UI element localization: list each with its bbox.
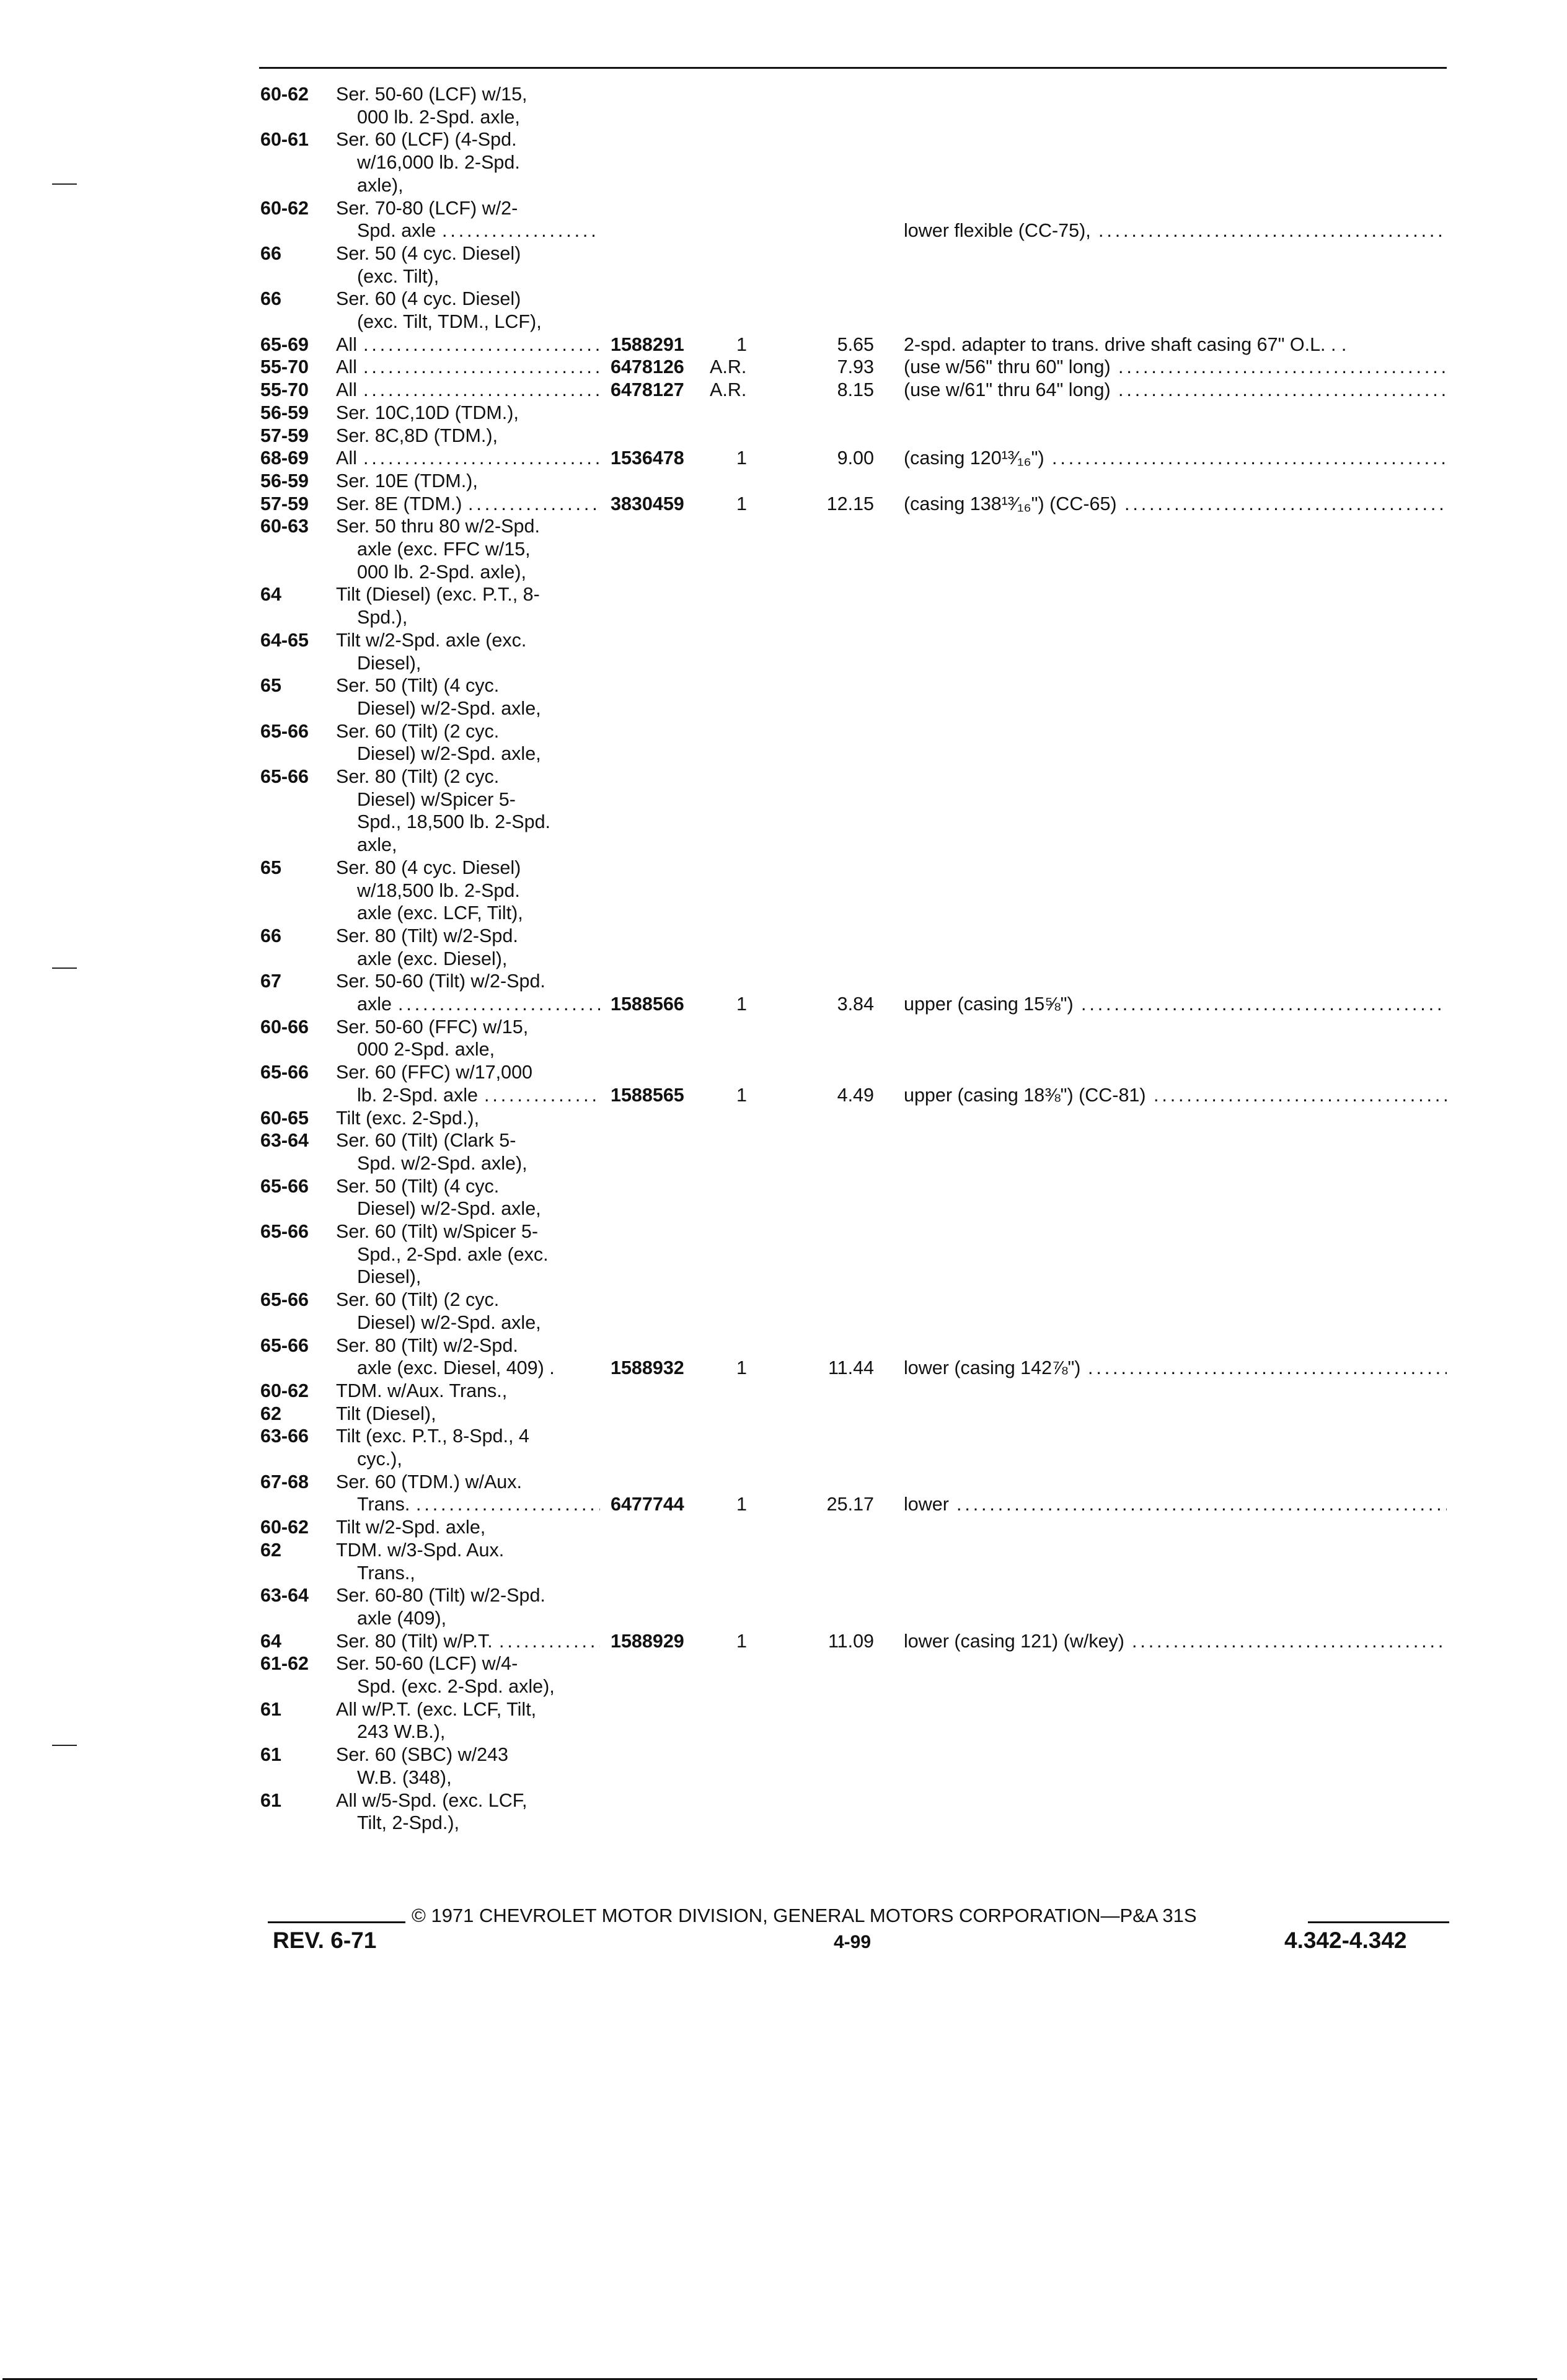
parts-row bbox=[0, 1289, 1567, 1311]
parts-row bbox=[0, 1380, 1567, 1402]
part-note: lower (casing 142⅞") bbox=[904, 1357, 1081, 1379]
application-description: axle), bbox=[357, 174, 404, 196]
application-description: cyc.), bbox=[357, 1448, 402, 1470]
application-description: Ser. 80 (Tilt) w/2-Spd. bbox=[336, 1334, 518, 1356]
dot-leader bbox=[1118, 356, 1447, 378]
application-description: Ser. 50 thru 80 w/2-Spd. bbox=[336, 516, 540, 537]
part-note: lower flexible (CC-75), bbox=[904, 220, 1091, 242]
dot-leader bbox=[363, 447, 600, 469]
model-years: 67-68 bbox=[260, 1471, 309, 1492]
dot-leader bbox=[363, 379, 600, 401]
parts-row bbox=[0, 265, 1567, 288]
model-years: 65-66 bbox=[260, 1062, 309, 1083]
dot-leader bbox=[1081, 993, 1447, 1015]
quantity: 1 bbox=[736, 333, 747, 355]
footer-rule-left bbox=[268, 1921, 405, 1923]
copyright-line: © 1971 CHEVROLET MOTOR DIVISION, GENERAL MOTORS CORPORATION—P&A 31S bbox=[412, 1905, 1197, 1926]
parts-row bbox=[0, 288, 1567, 310]
application-description: axle (exc. LCF, Tilt), bbox=[357, 902, 523, 924]
model-years: 65-66 bbox=[260, 1221, 309, 1242]
application-description: w/18,500 lb. 2-Spd. bbox=[357, 879, 520, 901]
application-description: w/16,000 lb. 2-Spd. bbox=[357, 152, 520, 174]
application-description: All bbox=[336, 379, 357, 401]
parts-row bbox=[0, 1016, 1567, 1038]
application-description: Ser. 60 (Tilt) (Clark 5- bbox=[336, 1130, 516, 1152]
parts-row bbox=[0, 1220, 1567, 1243]
model-years: 60-62 bbox=[260, 84, 309, 105]
parts-row bbox=[0, 174, 1567, 196]
dot-leader bbox=[484, 1084, 600, 1106]
parts-row bbox=[0, 1403, 1567, 1425]
application-description: Ser. 50-60 (FFC) w/15, bbox=[336, 1016, 529, 1038]
dot-leader bbox=[1154, 1084, 1447, 1106]
model-years: 60-66 bbox=[260, 1016, 309, 1038]
parts-row bbox=[0, 242, 1567, 265]
parts-row bbox=[0, 1812, 1567, 1834]
parts-row bbox=[0, 402, 1567, 424]
application-description: All w/5-Spd. (exc. LCF, bbox=[336, 1789, 527, 1811]
list-price: 25.17 bbox=[826, 1494, 874, 1515]
parts-row bbox=[0, 1789, 1567, 1812]
application-description: All bbox=[336, 333, 357, 355]
parts-row bbox=[0, 1562, 1567, 1584]
part-number: 1588929 bbox=[611, 1630, 684, 1652]
footer-rule-right bbox=[1308, 1921, 1449, 1923]
application-description: Ser. 60 (SBC) w/243 bbox=[336, 1744, 509, 1766]
parts-row bbox=[0, 583, 1567, 606]
application-description: Ser. 80 (Tilt) (2 cyc. bbox=[336, 766, 500, 787]
parts-row bbox=[0, 993, 1567, 1015]
application-description: Trans. bbox=[357, 1494, 410, 1515]
model-years: 60-65 bbox=[260, 1107, 309, 1129]
dot-leader bbox=[1088, 1357, 1447, 1379]
parts-row bbox=[0, 1311, 1567, 1334]
application-description: Spd., 18,500 lb. 2-Spd. bbox=[357, 811, 550, 833]
part-number: 6478127 bbox=[611, 379, 684, 401]
parts-row bbox=[0, 834, 1567, 856]
parts-row bbox=[0, 151, 1567, 174]
parts-row bbox=[0, 1175, 1567, 1197]
dot-leader bbox=[1052, 447, 1447, 469]
parts-row bbox=[0, 1197, 1567, 1220]
parts-row bbox=[0, 311, 1567, 333]
part-number: 1588291 bbox=[611, 333, 684, 355]
model-years: 64 bbox=[260, 584, 281, 606]
application-description: Ser. 10C,10D (TDM.), bbox=[336, 402, 519, 423]
part-number: 1588565 bbox=[611, 1084, 684, 1106]
application-description: Tilt w/2-Spd. axle (exc. bbox=[336, 629, 527, 651]
model-years: 60-63 bbox=[260, 516, 309, 537]
part-note: 2-spd. adapter to trans. drive shaft casing 67" O.L. . . bbox=[904, 333, 1347, 355]
model-years: 66 bbox=[260, 925, 281, 946]
application-description: Diesel) w/2-Spd. axle, bbox=[357, 1198, 541, 1220]
dot-leader bbox=[363, 356, 600, 378]
application-description: Spd. axle bbox=[357, 220, 436, 242]
parts-row bbox=[0, 1107, 1567, 1129]
parts-row bbox=[0, 1334, 1567, 1357]
parts-row bbox=[0, 1721, 1567, 1743]
application-description: axle (exc. Diesel, 409) . bbox=[357, 1357, 555, 1379]
application-description: 000 lb. 2-Spd. axle, bbox=[357, 106, 520, 128]
parts-row bbox=[0, 1152, 1567, 1175]
application-description: Ser. 50 (Tilt) (4 cyc. bbox=[336, 1175, 500, 1197]
parts-row bbox=[0, 674, 1567, 697]
model-years: 68-69 bbox=[260, 447, 309, 469]
model-years: 66 bbox=[260, 242, 281, 264]
parts-row bbox=[0, 493, 1567, 515]
list-price: 8.15 bbox=[837, 379, 874, 401]
model-years: 65-66 bbox=[260, 720, 309, 742]
parts-row bbox=[0, 948, 1567, 970]
quantity: 1 bbox=[736, 1357, 747, 1379]
dot-leader bbox=[1132, 1630, 1447, 1652]
top-rule bbox=[259, 67, 1447, 69]
part-number: 6477744 bbox=[611, 1494, 684, 1515]
parts-row bbox=[0, 1425, 1567, 1447]
parts-row bbox=[0, 1471, 1567, 1493]
quantity: 1 bbox=[736, 1084, 747, 1106]
parts-row bbox=[0, 765, 1567, 788]
model-years: 65-66 bbox=[260, 1175, 309, 1197]
part-note: upper (casing 18⅜") (CC-81) bbox=[904, 1084, 1146, 1106]
application-description: Tilt w/2-Spd. axle, bbox=[336, 1517, 486, 1538]
model-years: 56-59 bbox=[260, 402, 309, 423]
parts-row bbox=[0, 1675, 1567, 1698]
model-years: 61 bbox=[260, 1698, 281, 1720]
parts-row bbox=[0, 857, 1567, 879]
model-years: 63-64 bbox=[260, 1130, 309, 1152]
application-description: Ser. 50 (Tilt) (4 cyc. bbox=[336, 675, 500, 697]
list-price: 11.09 bbox=[828, 1630, 874, 1652]
model-years: 65-66 bbox=[260, 1289, 309, 1311]
application-description: Ser. 8C,8D (TDM.), bbox=[336, 425, 498, 446]
model-years: 66 bbox=[260, 288, 281, 310]
dot-leader bbox=[499, 1630, 600, 1652]
parts-row bbox=[0, 925, 1567, 947]
quantity: 1 bbox=[736, 1494, 747, 1515]
parts-row bbox=[0, 1266, 1567, 1288]
model-years: 64 bbox=[260, 1630, 281, 1652]
parts-row bbox=[0, 128, 1567, 151]
part-note: lower bbox=[904, 1494, 949, 1515]
application-description: axle (exc. FFC w/15, bbox=[357, 539, 531, 560]
dot-leader bbox=[956, 1493, 1447, 1515]
parts-row bbox=[0, 425, 1567, 447]
parts-row bbox=[0, 1607, 1567, 1629]
application-description: W.B. (348), bbox=[357, 1766, 452, 1788]
parts-row bbox=[0, 515, 1567, 537]
application-description: 243 W.B.), bbox=[357, 1721, 446, 1743]
application-description: Ser. 60-80 (Tilt) w/2-Spd. bbox=[336, 1585, 545, 1606]
model-years: 62 bbox=[260, 1403, 281, 1424]
model-years: 65 bbox=[260, 675, 281, 697]
quantity-as-required: A.R. bbox=[710, 379, 747, 401]
application-description: Diesel) w/2-Spd. axle, bbox=[357, 1311, 541, 1333]
model-years: 61 bbox=[260, 1744, 281, 1766]
list-price: 12.15 bbox=[826, 493, 874, 514]
model-years: 56-59 bbox=[260, 470, 309, 491]
parts-row bbox=[0, 470, 1567, 492]
parts-row bbox=[0, 356, 1567, 378]
part-number: 1588566 bbox=[611, 994, 684, 1015]
parts-row bbox=[0, 652, 1567, 674]
section-number: 4.342-4.342 bbox=[1284, 1928, 1407, 1953]
parts-row bbox=[0, 970, 1567, 992]
application-description: TDM. w/Aux. Trans., bbox=[336, 1380, 508, 1401]
model-years: 65-69 bbox=[260, 333, 309, 355]
application-description: Ser. 60 (Tilt) w/Spicer 5- bbox=[336, 1221, 538, 1242]
model-years: 63-66 bbox=[260, 1426, 309, 1447]
application-description: Ser. 60 (Tilt) (2 cyc. bbox=[336, 1289, 500, 1311]
parts-row bbox=[0, 879, 1567, 902]
part-number: 1588932 bbox=[611, 1357, 684, 1379]
quantity: 1 bbox=[736, 1630, 747, 1652]
list-price: 4.49 bbox=[837, 1084, 874, 1106]
application-description: axle (409), bbox=[357, 1607, 447, 1629]
model-years: 60-62 bbox=[260, 197, 309, 219]
parts-row bbox=[0, 788, 1567, 811]
application-description: Spd.), bbox=[357, 607, 408, 628]
application-description: Ser. 8E (TDM.) bbox=[336, 493, 462, 514]
parts-row bbox=[0, 720, 1567, 743]
dot-leader bbox=[1118, 379, 1447, 401]
application-description: All w/P.T. (exc. LCF, Tilt, bbox=[336, 1698, 537, 1720]
parts-row bbox=[0, 1129, 1567, 1152]
parts-row bbox=[0, 447, 1567, 469]
model-years: 61 bbox=[260, 1789, 281, 1811]
application-description: Ser. 50 (4 cyc. Diesel) bbox=[336, 242, 521, 264]
application-description: Ser. 60 (4 cyc. Diesel) bbox=[336, 288, 521, 310]
part-note: (casing 138¹³⁄₁₆") (CC-65) bbox=[904, 493, 1117, 514]
application-description: Ser. 60 (FFC) w/17,000 bbox=[336, 1062, 532, 1083]
application-description: Tilt (exc. 2-Spd.), bbox=[336, 1107, 480, 1129]
parts-row bbox=[0, 333, 1567, 356]
parts-row bbox=[0, 1493, 1567, 1515]
list-price: 9.00 bbox=[837, 447, 874, 469]
application-description: Ser. 70-80 (LCF) w/2- bbox=[336, 197, 518, 219]
parts-row bbox=[0, 1448, 1567, 1470]
dot-leader bbox=[1124, 493, 1447, 515]
model-years: 64-65 bbox=[260, 629, 309, 651]
application-description: All bbox=[336, 356, 357, 378]
parts-row bbox=[0, 902, 1567, 924]
dot-leader bbox=[363, 333, 600, 356]
quantity: 1 bbox=[736, 994, 747, 1015]
parts-row bbox=[0, 538, 1567, 560]
application-description: Trans., bbox=[357, 1562, 415, 1584]
application-description: Diesel) w/2-Spd. axle, bbox=[357, 697, 541, 719]
dot-leader bbox=[398, 993, 600, 1015]
parts-row bbox=[0, 197, 1567, 219]
parts-row bbox=[0, 1743, 1567, 1766]
parts-row bbox=[0, 1539, 1567, 1561]
application-description: (exc. Tilt, TDM., LCF), bbox=[357, 311, 542, 332]
dot-leader bbox=[468, 493, 600, 515]
parts-row bbox=[0, 697, 1567, 720]
parts-row bbox=[0, 1652, 1567, 1675]
application-description: Tilt, 2-Spd.), bbox=[357, 1812, 459, 1834]
application-description: Spd., 2-Spd. axle (exc. bbox=[357, 1243, 549, 1265]
model-years: 65-66 bbox=[260, 1334, 309, 1356]
application-description: lb. 2-Spd. axle bbox=[357, 1084, 478, 1106]
parts-row bbox=[0, 1698, 1567, 1721]
dot-leader bbox=[442, 219, 600, 242]
model-years: 65 bbox=[260, 857, 281, 878]
application-description: All bbox=[336, 447, 357, 469]
parts-row bbox=[0, 1061, 1567, 1083]
parts-row bbox=[0, 629, 1567, 651]
application-description: 000 lb. 2-Spd. axle), bbox=[357, 561, 526, 583]
parts-row bbox=[0, 83, 1567, 105]
application-description: axle bbox=[357, 994, 392, 1015]
application-description: Ser. 80 (Tilt) w/P.T. bbox=[336, 1630, 493, 1652]
dot-leader bbox=[416, 1493, 600, 1515]
parts-row bbox=[0, 606, 1567, 628]
application-description: Diesel), bbox=[357, 652, 422, 674]
part-note: (use w/56" thru 60" long) bbox=[904, 356, 1111, 378]
parts-row bbox=[0, 1630, 1567, 1652]
quantity-as-required: A.R. bbox=[710, 356, 747, 378]
application-description: (exc. Tilt), bbox=[357, 265, 439, 287]
application-description: Ser. 50-60 (LCF) w/4- bbox=[336, 1653, 518, 1675]
list-price: 5.65 bbox=[837, 333, 874, 355]
application-description: 000 2-Spd. axle, bbox=[357, 1039, 495, 1060]
application-description: axle (exc. Diesel), bbox=[357, 948, 508, 969]
parts-row bbox=[0, 1516, 1567, 1538]
parts-row bbox=[0, 561, 1567, 583]
application-description: Ser. 10E (TDM.), bbox=[336, 470, 478, 491]
application-description: Ser. 50-60 (LCF) w/15, bbox=[336, 84, 527, 105]
model-years: 60-62 bbox=[260, 1380, 309, 1401]
parts-row bbox=[0, 219, 1567, 242]
parts-row bbox=[0, 1584, 1567, 1606]
quantity: 1 bbox=[736, 447, 747, 469]
model-years: 62 bbox=[260, 1539, 281, 1561]
model-years: 60-61 bbox=[260, 129, 309, 151]
application-description: TDM. w/3-Spd. Aux. bbox=[336, 1539, 505, 1561]
application-description: Ser. 50-60 (Tilt) w/2-Spd. bbox=[336, 971, 545, 992]
model-years: 55-70 bbox=[260, 356, 309, 378]
quantity: 1 bbox=[736, 493, 747, 514]
parts-row bbox=[0, 1084, 1567, 1106]
application-description: Spd. (exc. 2-Spd. axle), bbox=[357, 1676, 555, 1697]
parts-row bbox=[0, 379, 1567, 401]
parts-row bbox=[0, 1357, 1567, 1379]
application-description: Ser. 80 (4 cyc. Diesel) bbox=[336, 857, 521, 878]
part-number: 1536478 bbox=[611, 447, 684, 469]
application-description: Spd. w/2-Spd. axle), bbox=[357, 1152, 527, 1174]
model-years: 57-59 bbox=[260, 425, 309, 446]
parts-row bbox=[0, 743, 1567, 765]
application-description: Ser. 60 (LCF) (4-Spd. bbox=[336, 129, 517, 151]
list-price: 3.84 bbox=[837, 994, 874, 1015]
application-description: Ser. 80 (Tilt) w/2-Spd. bbox=[336, 925, 518, 946]
parts-row bbox=[0, 106, 1567, 128]
part-note: (casing 120¹³⁄₁₆") bbox=[904, 447, 1044, 469]
application-description: Tilt (Diesel) (exc. P.T., 8- bbox=[336, 584, 540, 606]
model-years: 61-62 bbox=[260, 1653, 309, 1675]
application-description: Tilt (Diesel), bbox=[336, 1403, 436, 1424]
model-years: 67 bbox=[260, 971, 281, 992]
application-description: Tilt (exc. P.T., 8-Spd., 4 bbox=[336, 1426, 529, 1447]
application-description: Ser. 60 (Tilt) (2 cyc. bbox=[336, 720, 500, 742]
part-note: upper (casing 15⅝") bbox=[904, 994, 1074, 1015]
parts-row bbox=[0, 1766, 1567, 1789]
part-note: lower (casing 121) (w/key) bbox=[904, 1630, 1124, 1652]
part-note: (use w/61" thru 64" long) bbox=[904, 379, 1111, 401]
dot-leader bbox=[1098, 219, 1447, 242]
page-number: 4-99 bbox=[834, 1932, 872, 1952]
revision-label: REV. 6-71 bbox=[273, 1928, 377, 1953]
application-description: Diesel) w/Spicer 5- bbox=[357, 788, 516, 810]
model-years: 63-64 bbox=[260, 1585, 309, 1606]
model-years: 57-59 bbox=[260, 493, 309, 514]
application-description: Ser. 60 (TDM.) w/Aux. bbox=[336, 1471, 522, 1492]
list-price: 7.93 bbox=[837, 356, 874, 378]
parts-row bbox=[0, 1243, 1567, 1266]
application-description: Diesel), bbox=[357, 1266, 422, 1288]
model-years: 55-70 bbox=[260, 379, 309, 401]
part-number: 6478126 bbox=[611, 356, 684, 378]
parts-row bbox=[0, 811, 1567, 833]
model-years: 65-66 bbox=[260, 766, 309, 787]
application-description: axle, bbox=[357, 834, 397, 856]
model-years: 60-62 bbox=[260, 1517, 309, 1538]
part-number: 3830459 bbox=[611, 493, 684, 514]
application-description: Diesel) w/2-Spd. axle, bbox=[357, 743, 541, 765]
parts-row bbox=[0, 1038, 1567, 1060]
list-price: 11.44 bbox=[828, 1357, 874, 1379]
